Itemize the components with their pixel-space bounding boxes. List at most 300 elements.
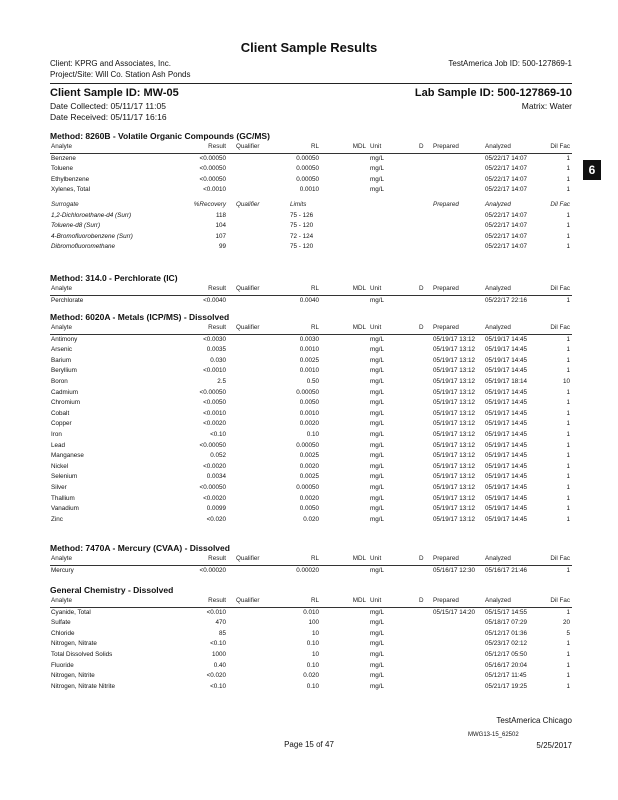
cell-unit: mg/L	[370, 420, 384, 428]
cell-unit: mg/L	[370, 441, 384, 449]
cell-result: <0.10	[210, 430, 226, 438]
job-id: TestAmerica Job ID: 500-127869-1	[448, 59, 572, 68]
column-header-dil: Dil Fac	[550, 143, 570, 150]
cell-analyzed: 05/19/17 14:45	[485, 367, 528, 375]
cell-prepared: 05/19/17 13:12	[433, 399, 476, 407]
cell-analyzed: 05/19/17 14:45	[485, 441, 528, 449]
cell-rl: 0.0030	[299, 335, 319, 343]
cell-prepared: 05/19/17 13:12	[433, 346, 476, 354]
cell-result: <0.0020	[203, 420, 226, 428]
cell-analyzed: 05/19/17 14:45	[485, 420, 528, 428]
cell-analyte: Lead	[51, 441, 66, 449]
table-row	[50, 335, 572, 346]
cell-analyzed: 05/21/17 19:25	[485, 682, 528, 690]
column-header-d: D	[419, 143, 424, 150]
cell-dil: 1	[566, 462, 570, 470]
surrogate-limits: 75 - 126	[290, 211, 314, 219]
cell-dil: 1	[566, 650, 570, 658]
cell-unit: mg/L	[370, 399, 384, 407]
cell-unit: mg/L	[370, 335, 384, 343]
cell-result: 0.0099	[206, 505, 226, 513]
column-header-unit: Unit	[370, 143, 382, 150]
cell-dil: 1	[566, 346, 570, 354]
column-header-mdl: MDL	[352, 555, 366, 562]
table-row	[50, 494, 572, 505]
cell-result: 0.052	[210, 452, 226, 460]
date-collected: Date Collected: 05/11/17 11:05	[50, 101, 166, 111]
cell-dil: 1	[566, 473, 570, 481]
surrogate-row	[50, 211, 572, 222]
cell-rl: 0.0050	[299, 505, 319, 513]
surrogate-analyzed: 05/22/17 14:07	[485, 211, 528, 219]
cell-dil: 1	[566, 430, 570, 438]
cell-unit: mg/L	[370, 650, 384, 658]
cell-unit: mg/L	[370, 430, 384, 438]
cell-unit: mg/L	[370, 661, 384, 669]
surrogate-recovery: 107	[215, 232, 226, 240]
surrogate-header-surrogate: Surrogate	[51, 200, 79, 208]
cell-prepared: 05/19/17 13:12	[433, 388, 476, 396]
cell-analyte: Beryllium	[51, 367, 77, 375]
cell-analyte: Arsenic	[51, 346, 72, 354]
method-section	[50, 585, 572, 692]
column-header-prepared: Prepared	[433, 143, 459, 150]
cell-rl: 0.00050	[296, 154, 319, 162]
cell-rl: 10	[311, 629, 319, 637]
cell-result: 0.40	[213, 661, 226, 669]
cell-prepared: 05/19/17 13:12	[433, 335, 476, 343]
cell-analyte: Nitrogen, Nitrate	[51, 640, 97, 648]
cell-rl: 0.010	[303, 608, 319, 616]
cell-unit: mg/L	[370, 619, 384, 627]
column-header-row	[50, 142, 572, 154]
cell-result: 470	[215, 619, 226, 627]
method-title: Method: 314.0 - Perchlorate (IC)	[50, 273, 178, 283]
cell-analyzed: 05/19/17 14:45	[485, 430, 528, 438]
column-header-rl: RL	[310, 324, 319, 331]
cell-analyzed: 05/19/17 14:45	[485, 409, 528, 417]
table-row	[50, 483, 572, 494]
cell-prepared: 05/19/17 13:12	[433, 494, 476, 502]
project-site: Project/Site: Will Co. Station Ash Ponds	[50, 70, 191, 79]
table-row	[50, 618, 572, 629]
cell-prepared: 05/19/17 13:12	[433, 367, 476, 375]
lab-sample-id: Lab Sample ID: 500-127869-10	[414, 87, 572, 99]
column-header-rl: RL	[310, 285, 319, 292]
surrogate-recovery: 99	[218, 243, 226, 251]
cell-unit: mg/L	[370, 409, 384, 417]
cell-analyzed: 05/19/17 14:45	[485, 473, 528, 481]
cell-dil: 1	[566, 165, 570, 173]
column-header-analyzed: Analyzed	[485, 143, 511, 150]
surrogate-limits: 75 - 120	[290, 222, 314, 230]
cell-dil: 1	[566, 566, 570, 574]
cell-prepared: 05/19/17 13:12	[433, 515, 476, 523]
cell-analyte: Antimony	[51, 335, 78, 343]
cell-rl: 0.0025	[299, 356, 319, 364]
cell-analyte: Barium	[51, 356, 71, 364]
cell-dil: 1	[566, 399, 570, 407]
cell-dil: 1	[566, 186, 570, 194]
cell-analyte: Toluene	[51, 165, 74, 173]
cell-analyzed: 05/22/17 14:07	[485, 186, 528, 194]
cell-prepared: 05/19/17 13:12	[433, 473, 476, 481]
column-header-analyzed: Analyzed	[485, 324, 511, 331]
column-header-analyzed: Analyzed	[485, 285, 511, 292]
cell-prepared: 05/19/17 13:12	[433, 505, 476, 513]
cell-prepared: 05/19/17 13:12	[433, 409, 476, 417]
cell-analyte: Iron	[51, 430, 62, 438]
column-header-unit: Unit	[370, 597, 382, 604]
cell-analyzed: 05/19/17 14:45	[485, 388, 528, 396]
cell-rl: 0.50	[306, 377, 319, 385]
cell-analyzed: 05/23/17 02:12	[485, 640, 528, 648]
cell-unit: mg/L	[370, 505, 384, 513]
method-title: General Chemistry - Dissolved	[50, 585, 174, 595]
cell-dil: 1	[566, 388, 570, 396]
cell-rl: 0.10	[306, 430, 319, 438]
surrogate-name: 4-Bromofluorobenzene (Surr)	[51, 232, 133, 240]
surrogate-header-prepared: Prepared	[433, 200, 459, 208]
column-header-analyte: Analyte	[51, 597, 73, 604]
cell-rl: 0.020	[303, 672, 319, 680]
table-row	[50, 504, 572, 515]
table-row	[50, 441, 572, 452]
cell-rl: 0.00050	[296, 388, 319, 396]
column-header-analyzed: Analyzed	[485, 555, 511, 562]
surrogate-header-row	[50, 200, 572, 211]
cell-rl: 0.0020	[299, 462, 319, 470]
cell-unit: mg/L	[370, 388, 384, 396]
cell-dil: 1	[566, 296, 570, 304]
column-header-dil: Dil Fac	[550, 285, 570, 292]
cell-analyzed: 05/19/17 14:45	[485, 335, 528, 343]
cell-dil: 1	[566, 367, 570, 375]
cell-rl: 0.00050	[296, 175, 319, 183]
column-header-qualifier: Qualifier	[236, 597, 260, 604]
column-header-dil: Dil Fac	[550, 555, 570, 562]
cell-dil: 10	[562, 377, 570, 385]
cell-dil: 1	[566, 483, 570, 491]
table-row	[50, 175, 572, 186]
surrogate-dil: 1	[566, 222, 570, 230]
table-row	[50, 296, 572, 307]
cell-analyzed: 05/19/17 14:45	[485, 483, 528, 491]
column-header-result: Result	[208, 555, 226, 562]
column-header-rl: RL	[310, 143, 319, 150]
cell-rl: 0.0025	[299, 452, 319, 460]
cell-unit: mg/L	[370, 483, 384, 491]
cell-analyzed: 05/22/17 22:16	[485, 296, 528, 304]
table-row	[50, 639, 572, 650]
cell-unit: mg/L	[370, 629, 384, 637]
column-header-qualifier: Qualifier	[236, 143, 260, 150]
column-header-dil: Dil Fac	[550, 597, 570, 604]
cell-analyte: Benzene	[51, 154, 76, 162]
cell-analyzed: 05/15/17 14:55	[485, 608, 528, 616]
cell-unit: mg/L	[370, 672, 384, 680]
cell-rl: 0.020	[303, 515, 319, 523]
cell-dil: 1	[566, 608, 570, 616]
cell-result: 0.0034	[206, 473, 226, 481]
cell-analyte: Chloride	[51, 629, 75, 637]
cell-rl: 0.0020	[299, 494, 319, 502]
cell-analyzed: 05/22/17 14:07	[485, 154, 528, 162]
column-header-qualifier: Qualifier	[236, 555, 260, 562]
cell-unit: mg/L	[370, 175, 384, 183]
column-header-prepared: Prepared	[433, 285, 459, 292]
cell-analyte: Chromium	[51, 399, 81, 407]
cell-analyte: Nitrogen, Nitrate Nitrite	[51, 682, 116, 690]
cell-prepared: 05/19/17 13:12	[433, 462, 476, 470]
cell-unit: mg/L	[370, 462, 384, 470]
cell-rl: 0.00050	[296, 441, 319, 449]
table-row	[50, 409, 572, 420]
cell-analyzed: 05/19/17 14:45	[485, 515, 528, 523]
cell-analyzed: 05/19/17 14:45	[485, 346, 528, 354]
surrogate-header-recovery: %Recovery	[193, 200, 226, 208]
table-row	[50, 629, 572, 640]
surrogate-limits: 75 - 120	[290, 243, 314, 251]
cell-analyte: Zinc	[51, 515, 63, 523]
table-row	[50, 650, 572, 661]
cell-result: 0.0035	[206, 346, 226, 354]
cell-rl: 0.0010	[299, 367, 319, 375]
cell-result: <0.10	[210, 682, 226, 690]
cell-dil: 1	[566, 515, 570, 523]
cell-unit: mg/L	[370, 346, 384, 354]
cell-analyzed: 05/19/17 14:45	[485, 505, 528, 513]
cell-analyte: Nickel	[51, 462, 69, 470]
cell-result: <0.010	[206, 608, 226, 616]
cell-result: <0.020	[206, 672, 226, 680]
cell-unit: mg/L	[370, 452, 384, 460]
cell-rl: 0.0050	[299, 399, 319, 407]
footer-company: TestAmerica Chicago	[496, 716, 572, 725]
cell-analyzed: 05/12/17 01:36	[485, 629, 528, 637]
cell-analyte: Nitrogen, Nitrite	[51, 672, 95, 680]
cell-result: <0.00050	[199, 175, 226, 183]
column-header-result: Result	[208, 324, 226, 331]
cell-analyzed: 05/19/17 14:45	[485, 399, 528, 407]
cell-result: <0.00050	[199, 388, 226, 396]
cell-dil: 1	[566, 356, 570, 364]
surrogate-limits: 72 - 124	[290, 232, 314, 240]
cell-dil: 1	[566, 505, 570, 513]
cell-rl: 0.0025	[299, 473, 319, 481]
surrogate-header-qualifier: Qualifier	[236, 200, 260, 208]
column-header-mdl: MDL	[352, 285, 366, 292]
table-row	[50, 345, 572, 356]
surrogate-recovery: 104	[215, 222, 226, 230]
column-header-unit: Unit	[370, 285, 382, 292]
cell-analyte: Boron	[51, 377, 68, 385]
table-row	[50, 356, 572, 367]
cell-analyzed: 05/22/17 14:07	[485, 165, 528, 173]
cell-dil: 5	[566, 629, 570, 637]
cell-dil: 20	[562, 619, 570, 627]
client-name: Client: KPRG and Associates, Inc.	[50, 59, 171, 68]
surrogate-analyzed: 05/22/17 14:07	[485, 232, 528, 240]
cell-prepared: 05/15/17 14:20	[433, 608, 476, 616]
cell-unit: mg/L	[370, 473, 384, 481]
cell-unit: mg/L	[370, 377, 384, 385]
cell-rl: 0.0010	[299, 409, 319, 417]
surrogate-analyzed: 05/22/17 14:07	[485, 222, 528, 230]
cell-unit: mg/L	[370, 608, 384, 616]
cell-analyte: Xylenes, Total	[51, 186, 91, 194]
cell-unit: mg/L	[370, 367, 384, 375]
table-row	[50, 430, 572, 441]
cell-unit: mg/L	[370, 494, 384, 502]
table-row	[50, 154, 572, 165]
column-header-d: D	[419, 555, 424, 562]
column-header-qualifier: Qualifier	[236, 285, 260, 292]
cell-rl: 0.10	[306, 682, 319, 690]
cell-dil: 1	[566, 154, 570, 162]
column-header-analyte: Analyte	[51, 324, 73, 331]
cell-unit: mg/L	[370, 515, 384, 523]
cell-result: 2.5	[217, 377, 226, 385]
method-section	[50, 131, 572, 253]
cell-analyte: Silver	[51, 483, 67, 491]
method-section	[50, 543, 572, 576]
cell-unit: mg/L	[370, 296, 384, 304]
cell-result: <0.0010	[203, 186, 226, 194]
column-header-d: D	[419, 597, 424, 604]
cell-rl: 0.00050	[296, 165, 319, 173]
column-header-prepared: Prepared	[433, 555, 459, 562]
cell-analyzed: 05/12/17 05:50	[485, 650, 528, 658]
surrogate-name: Toluene-d8 (Surr)	[51, 222, 101, 230]
cell-prepared: 05/19/17 13:12	[433, 377, 476, 385]
surrogate-name: 1,2-Dichloroethane-d4 (Surr)	[51, 211, 132, 219]
surrogate-dil: 1	[566, 211, 570, 219]
cell-analyte: Fluoride	[51, 661, 74, 669]
cell-analyte: Copper	[51, 420, 72, 428]
cell-unit: mg/L	[370, 682, 384, 690]
column-header-mdl: MDL	[352, 324, 366, 331]
table-row	[50, 164, 572, 175]
cell-analyte: Cyanide, Total	[51, 608, 91, 616]
cell-analyte: Perchlorate	[51, 296, 84, 304]
table-row	[50, 682, 572, 693]
method-title: Method: 6020A - Metals (ICP/MS) - Dissolved	[50, 312, 230, 322]
surrogate-row	[50, 232, 572, 243]
client-sample-id: Client Sample ID: MW-05	[50, 87, 179, 99]
cell-rl: 0.0040	[299, 296, 319, 304]
cell-result: 85	[218, 629, 226, 637]
cell-rl: 0.0020	[299, 420, 319, 428]
cell-analyte: Thallium	[51, 494, 75, 502]
column-header-prepared: Prepared	[433, 597, 459, 604]
table-row	[50, 472, 572, 483]
cell-rl: 0.00050	[296, 483, 319, 491]
date-received: Date Received: 05/11/17 16:16	[50, 112, 167, 122]
column-header-unit: Unit	[370, 555, 382, 562]
cell-result: <0.0010	[203, 367, 226, 375]
cell-result: <0.00020	[199, 566, 226, 574]
cell-result: <0.00050	[199, 165, 226, 173]
cell-unit: mg/L	[370, 356, 384, 364]
column-header-row	[50, 323, 572, 335]
cell-unit: mg/L	[370, 165, 384, 173]
cell-prepared: 05/16/17 12:30	[433, 566, 476, 574]
cell-analyte: Ethylbenzene	[51, 175, 90, 183]
table-row	[50, 462, 572, 473]
cell-analyzed: 05/22/17 14:07	[485, 175, 528, 183]
cell-result: <0.10	[210, 640, 226, 648]
cell-unit: mg/L	[370, 186, 384, 194]
column-header-row	[50, 596, 572, 608]
cell-result: 1000	[211, 650, 226, 658]
cell-rl: 0.10	[306, 640, 319, 648]
column-header-row	[50, 554, 572, 566]
cell-dil: 1	[566, 175, 570, 183]
footer-date: 5/25/2017	[536, 741, 572, 750]
column-header-result: Result	[208, 597, 226, 604]
matrix: Matrix: Water	[521, 101, 572, 111]
column-header-result: Result	[208, 143, 226, 150]
column-header-rl: RL	[310, 597, 319, 604]
cell-prepared: 05/19/17 13:12	[433, 441, 476, 449]
cell-dil: 1	[566, 672, 570, 680]
column-header-qualifier: Qualifier	[236, 324, 260, 331]
cell-dil: 1	[566, 409, 570, 417]
method-title: Method: 8260B - Volatile Organic Compounds (GC/MS)	[50, 131, 270, 141]
section-tab: 6	[583, 160, 601, 180]
column-header-dil: Dil Fac	[550, 324, 570, 331]
cell-prepared: 05/19/17 13:12	[433, 356, 476, 364]
table-row	[50, 398, 572, 409]
surrogate-header-analyzed: Analyzed	[485, 200, 511, 208]
cell-dil: 1	[566, 420, 570, 428]
column-header-row	[50, 284, 572, 296]
table-row	[50, 388, 572, 399]
page-number: Page 15 of 47	[284, 740, 334, 749]
cell-analyzed: 05/16/17 20:04	[485, 661, 528, 669]
column-header-rl: RL	[310, 555, 319, 562]
cell-result: <0.0050	[203, 399, 226, 407]
cell-analyte: Cadmium	[51, 388, 78, 396]
surrogate-name: Dibromofluoromethane	[51, 243, 116, 251]
cell-analyzed: 05/19/17 18:14	[485, 377, 528, 385]
column-header-prepared: Prepared	[433, 324, 459, 331]
table-row	[50, 377, 572, 388]
method-section	[50, 312, 572, 525]
cell-analyzed: 05/19/17 14:45	[485, 462, 528, 470]
surrogate-dil: 1	[566, 243, 570, 251]
surrogate-recovery: 118	[215, 211, 226, 219]
cell-unit: mg/L	[370, 154, 384, 162]
cell-prepared: 05/19/17 13:12	[433, 420, 476, 428]
header-rule	[50, 83, 572, 84]
cell-rl: 100	[308, 619, 319, 627]
cell-unit: mg/L	[370, 566, 384, 574]
cell-dil: 1	[566, 335, 570, 343]
footer-code: MWG13-15_62502	[468, 732, 519, 738]
surrogate-header-limits: Limits	[290, 200, 307, 208]
method-title: Method: 7470A - Mercury (CVAA) - Dissolved	[50, 543, 230, 553]
cell-analyzed: 05/12/17 11:45	[485, 672, 527, 680]
cell-result: <0.0010	[203, 409, 226, 417]
cell-analyzed: 05/19/17 14:45	[485, 356, 528, 364]
cell-result: <0.020	[206, 515, 226, 523]
table-row	[50, 671, 572, 682]
column-header-analyte: Analyte	[51, 143, 73, 150]
cell-dil: 1	[566, 661, 570, 669]
method-section	[50, 273, 572, 306]
